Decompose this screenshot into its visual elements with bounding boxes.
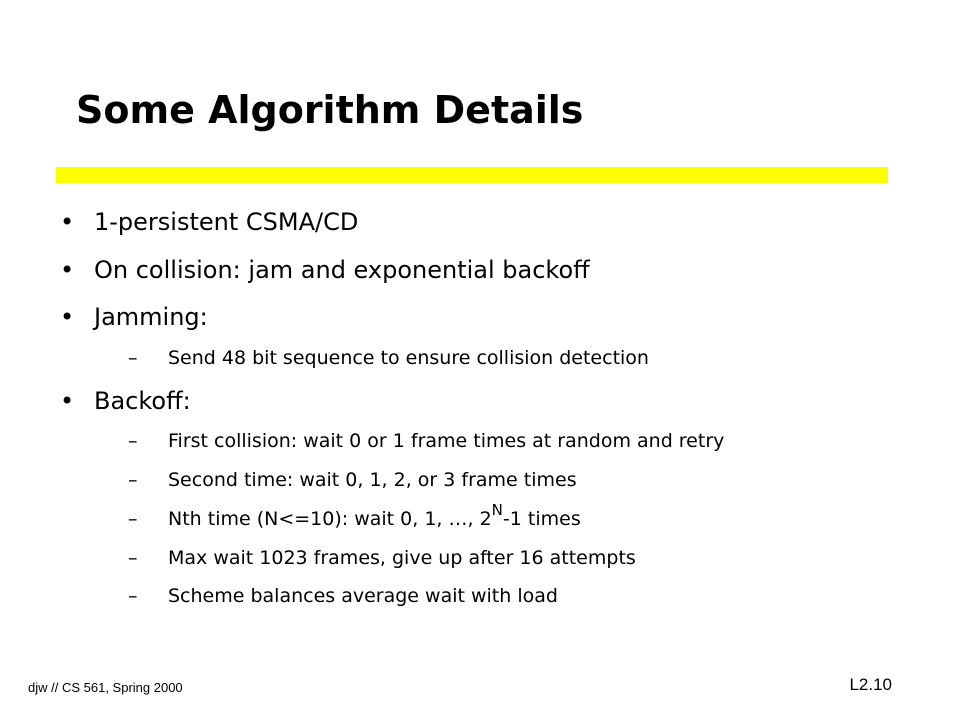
footer-course-label: djw // CS 561, Spring 2000 <box>28 680 183 695</box>
sub-bullet-text: First collision: wait 0 or 1 frame times at random and retry <box>168 430 725 452</box>
dash-icon: – <box>128 508 138 530</box>
sub-bullet-item <box>128 585 558 607</box>
sub-bullet-item <box>128 430 724 452</box>
bullet-text: 1-persistent CSMA/CD <box>94 208 359 236</box>
bullet-icon: • <box>60 208 75 236</box>
sub-bullet-text: -1 times <box>502 508 581 530</box>
bullet-text: Backoff: <box>94 387 191 415</box>
sub-bullet-item <box>128 347 649 369</box>
dash-icon: – <box>128 469 138 491</box>
title-underline-bar <box>56 167 888 183</box>
bullet-item <box>60 208 358 236</box>
exponent-text: N <box>491 501 503 519</box>
sub-bullet-item <box>128 547 636 569</box>
footer-slide-number: L2.10 <box>849 675 892 694</box>
bullet-item <box>60 303 208 331</box>
sub-bullet-text: Send 48 bit sequence to ensure collision detection <box>168 347 649 369</box>
dash-icon: – <box>128 547 138 569</box>
bullet-item <box>60 256 590 284</box>
sub-bullet-text: Second time: wait 0, 1, 2, or 3 frame times <box>168 469 577 491</box>
bullet-icon: • <box>60 387 75 415</box>
dash-icon: – <box>128 585 138 607</box>
bullet-icon: • <box>60 256 75 284</box>
slide-title: Some Algorithm Details <box>76 88 584 132</box>
sub-bullet-item <box>128 469 577 491</box>
sub-bullet-text: Scheme balances average wait with load <box>168 585 558 607</box>
sub-bullet-text: Nth time (N<=10): wait 0, 1, …, 2 <box>168 508 492 530</box>
dash-icon: – <box>128 347 138 369</box>
sub-bullet-item <box>128 501 581 530</box>
sub-bullet-text: Max wait 1023 frames, give up after 16 attempts <box>168 547 636 569</box>
bullet-text: Jamming: <box>94 303 208 331</box>
dash-icon: – <box>128 430 138 452</box>
bullet-icon: • <box>60 303 75 331</box>
bullet-text: On collision: jam and exponential backoff <box>94 256 590 284</box>
bullet-item <box>60 387 191 415</box>
